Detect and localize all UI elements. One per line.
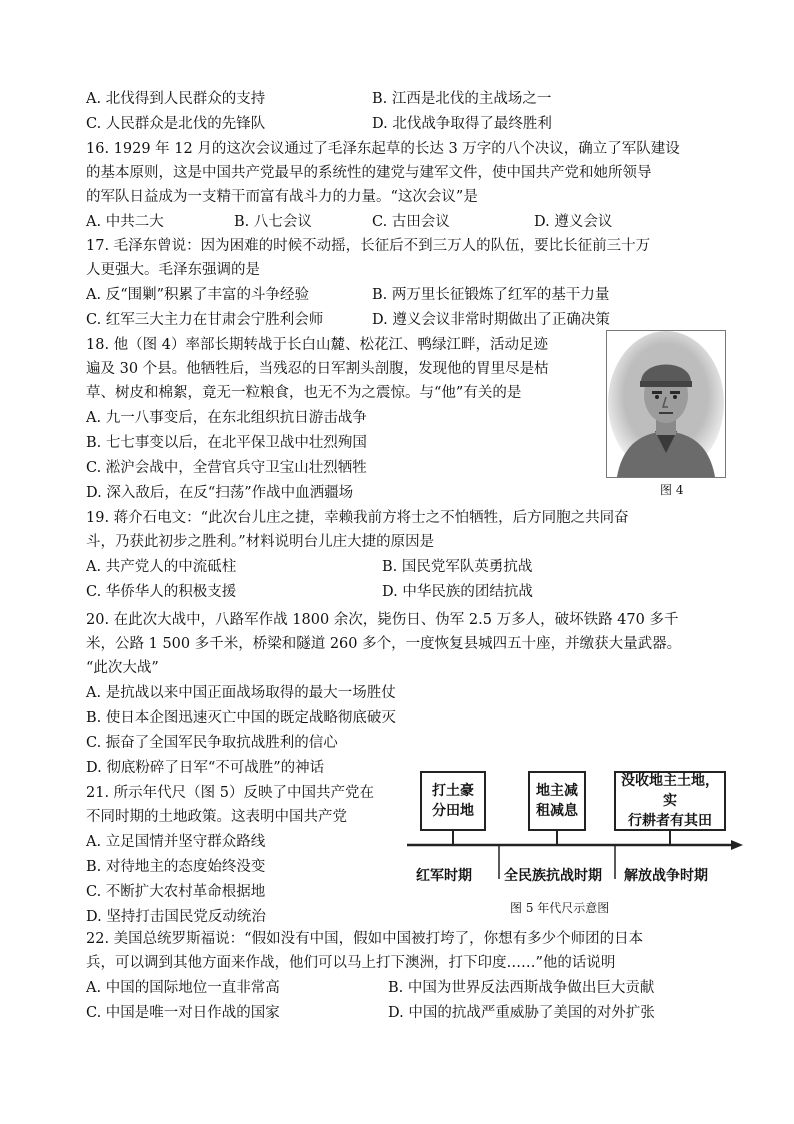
timeline-box-3-line-2: 行耕者有其田	[628, 813, 712, 829]
timeline-box-red-army	[420, 771, 486, 831]
timeline-box-1-line-1: 打土豪	[432, 783, 474, 799]
q17-option-a: A. 反“围剿”积累了丰富的斗争经验	[86, 287, 310, 303]
q20-option-d: D. 彻底粉碎了日军“不可战胜”的神话	[86, 760, 325, 776]
q21-option-b: B. 对待地主的态度始终没变	[86, 859, 266, 875]
q19-option-d: D. 中华民族的团结抗战	[382, 584, 533, 600]
q15-option-a: A. 北伐得到人民群众的支持	[86, 91, 266, 107]
q17-stem-line-1: 17. 毛泽东曾说：因为困难的时候不动摇，长征后不到三万人的队伍，要比长征前三十万	[86, 238, 651, 254]
q17-option-c: C. 红军三大主力在甘肃会宁胜利会师	[86, 312, 324, 328]
q18-option-a: A. 九一八事变后，在东北组织抗日游击战争	[86, 410, 367, 426]
q16-stem-line-3: 的军队日益成为一支精干而富有战斗力的力量。“这次会议”是	[86, 189, 478, 205]
q19-option-c: C. 华侨华人的积极支援	[86, 584, 237, 600]
q18-option-c: C. 淞沪会战中，全营官兵守卫宝山壮烈牺牲	[86, 460, 367, 476]
figure-4-portrait	[606, 330, 726, 478]
q15-option-b: B. 江西是北伐的主战场之一	[372, 91, 552, 107]
q16-option-a: A. 中共二大	[86, 214, 164, 230]
q20-stem-line-1: 20. 在此次大战中，八路军作战 1800 余次，毙伤日、伪军 2.5 万多人，破坏铁路 470 多千	[86, 612, 679, 628]
q17-option-b: B. 两万里长征锻炼了红军的基干力量	[372, 287, 610, 303]
q18-stem-line-3: 草、树皮和棉絮，竟无一粒粮食，也无不为之震惊。与“他”有关的是	[86, 385, 522, 401]
figure-4-caption: 图 4	[660, 483, 684, 497]
q22-stem-line-2: 兵，可以调到其他方面来作战，他们可以马上打下澳洲，打下印度……”他的话说明	[86, 955, 616, 971]
timeline-box-2-line-1: 地主减	[536, 783, 578, 799]
q19-option-a: A. 共产党人的中流砥柱	[86, 559, 237, 575]
q19-stem-line-1: 19. 蒋介石电文：“此次台儿庄之捷，幸赖我前方将士之不怕牺牲，后方同胞之共同奋	[86, 510, 629, 526]
q17-option-d: D. 遵义会议非常时期做出了正确决策	[372, 312, 610, 328]
q18-stem-line-2: 遍及 30 个县。他牺牲后，当残忍的日军割头剖腹，发现他的胃里尽是枯	[86, 361, 549, 377]
q21-stem-line-2: 不同时期的土地政策。这表明中国共产党	[86, 809, 347, 825]
portrait-image	[607, 331, 725, 477]
q21-option-c: C. 不断扩大农村革命根据地	[86, 884, 266, 900]
q21-option-a: A. 立足国情并坚守群众路线	[86, 834, 266, 850]
q16-option-b: B. 八七会议	[234, 214, 312, 230]
timeline-box-1-line-2: 分田地	[432, 803, 474, 819]
q19-stem-line-2: 斗，乃获此初步之胜利。”材料说明台儿庄大捷的原因是	[86, 534, 435, 550]
q21-stem-line-1: 21. 所示年代尺（图 5）反映了中国共产党在	[86, 785, 375, 801]
timeline-period-liberation-war: 解放战争时期	[624, 868, 708, 884]
q22-option-d: D. 中国的抗战严重威胁了美国的对外扩张	[388, 1005, 655, 1021]
q15-option-c: C. 人民群众是北伐的先锋队	[86, 116, 266, 132]
q22-option-a: A. 中国的国际地位一直非常高	[86, 980, 280, 996]
timeline-box-liberation-war	[614, 771, 726, 831]
q22-stem-line-1: 22. 美国总统罗斯福说：“假如没有中国，假如中国被打垮了，你想有多少个师团的日本	[86, 931, 644, 947]
q17-stem-line-2: 人更强大。毛泽东强调的是	[86, 262, 260, 278]
q22-option-b: B. 中国为世界反法西斯战争做出巨大贡献	[388, 980, 655, 996]
q18-stem-line-1: 18. 他（图 4）率部长期转战于长白山麓、松花江、鸭绿江畔，活动足迹	[86, 337, 549, 353]
q16-option-c: C. 古田会议	[372, 214, 450, 230]
q18-option-b: B. 七七事变以后，在北平保卫战中壮烈殉国	[86, 435, 367, 451]
q16-stem-line-2: 的基本原则，这是中国共产党最早的系统性的建党与建军文件，使中国共产党和她所领导	[86, 165, 652, 181]
figure-5-caption: 图 5 年代尺示意图	[510, 901, 610, 915]
q20-stem-line-2: 米，公路 1 500 多千米，桥梁和隧道 260 多个，一度恢复县城四五十座，并缴获大量武器。	[86, 636, 682, 652]
timeline-box-2-line-2: 租减息	[536, 803, 578, 819]
q15-option-d: D. 北伐战争取得了最终胜利	[372, 116, 552, 132]
timeline-box-anti-japanese-war	[528, 771, 586, 831]
q20-stem-line-3: “此次大战”	[86, 660, 159, 676]
timeline-period-anti-japanese-war: 全民族抗战时期	[504, 868, 602, 884]
q20-option-b: B. 使日本企图迅速灭亡中国的既定战略彻底破灭	[86, 710, 396, 726]
q20-option-c: C. 振奋了全国军民争取抗战胜利的信心	[86, 735, 338, 751]
q22-option-c: C. 中国是唯一对日作战的国家	[86, 1005, 280, 1021]
q16-option-d: D. 遵义会议	[534, 214, 613, 230]
q19-option-b: B. 国民党军队英勇抗战	[382, 559, 533, 575]
timeline-period-red-army: 红军时期	[416, 868, 472, 884]
q16-stem-line-1: 16. 1929 年 12 月的这次会议通过了毛泽东起草的长达 3 万字的八个决议，确立了军队建设	[86, 141, 680, 157]
q20-option-a: A. 是抗战以来中国正面战场取得的最大一场胜仗	[86, 685, 396, 701]
q18-option-d: D. 深入敌后，在反“扫荡”作战中血洒疆场	[86, 485, 354, 501]
q21-option-d: D. 坚持打击国民党反动统治	[86, 909, 266, 925]
timeline-box-3-line-1: 没收地主土地，实	[621, 773, 719, 809]
